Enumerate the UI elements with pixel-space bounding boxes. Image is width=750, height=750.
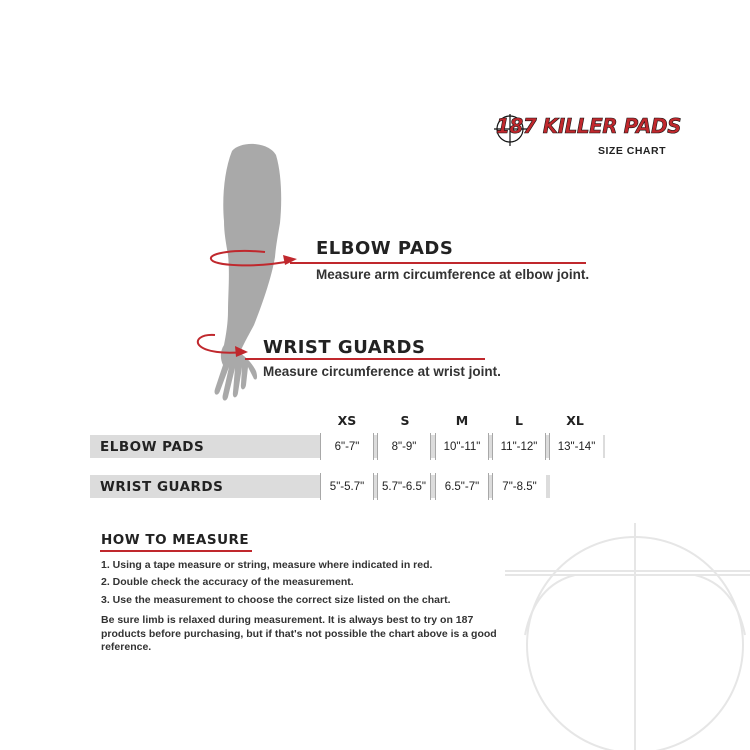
measure-step-3: 3. Use the measurement to choose the correct size listed on the chart. [101, 594, 451, 606]
size-header-l: L [515, 413, 523, 428]
brand-logo [494, 112, 681, 162]
how-to-measure-rule [100, 550, 252, 552]
wrist-measure-arrow-icon [193, 332, 253, 360]
measure-step-2: 2. Double check the accuracy of the measurement. [101, 576, 354, 588]
size-header-xs: XS [337, 413, 357, 428]
elbow-measure-arrow-icon [205, 245, 300, 273]
wrist-guards-title: WRIST GUARDS [263, 337, 426, 358]
elbow-pads-rule [290, 262, 586, 264]
size-header-s: S [400, 413, 410, 428]
wrist-xs-cell: 5"-5.7" [320, 473, 374, 500]
wrist-guards-description: Measure circumference at wrist joint. [263, 364, 501, 379]
elbow-pads-description: Measure arm circumference at elbow joint. [316, 267, 590, 282]
elbow-pads-row-label: ELBOW PADS [100, 439, 205, 455]
measure-step-1: 1. Using a tape measure or string, measure where indicated in red. [101, 559, 433, 571]
elbow-m-cell: 10"-11" [435, 433, 489, 460]
wrist-m-cell: 6.5"-7" [435, 473, 489, 500]
logo-brand-text: 187 KILLER PADS [496, 114, 681, 138]
size-header-xl: XL [566, 413, 584, 428]
elbow-xs-cell: 6"-7" [320, 433, 374, 460]
how-to-measure-title: HOW TO MEASURE [101, 532, 250, 548]
wrist-s-cell: 5.7"-6.5" [377, 473, 431, 500]
size-header-m: M [455, 413, 469, 428]
elbow-xl-cell: 13"-14" [549, 433, 603, 460]
elbow-s-cell: 8"-9" [377, 433, 431, 460]
wrist-l-cell: 7"-8.5" [492, 473, 546, 500]
watermark-target-icon [495, 515, 750, 750]
measure-note: Be sure limb is relaxed during measurement. It is always best to try on 187 products before purchasing, but if that's not possible the chart above is a good reference. [101, 614, 497, 653]
wrist-guards-rule [245, 358, 485, 360]
elbow-l-cell: 11"-12" [492, 433, 546, 460]
elbow-pads-title: ELBOW PADS [316, 238, 454, 259]
logo-subtitle: SIZE CHART [598, 145, 666, 157]
wrist-guards-row-label: WRIST GUARDS [100, 479, 224, 495]
